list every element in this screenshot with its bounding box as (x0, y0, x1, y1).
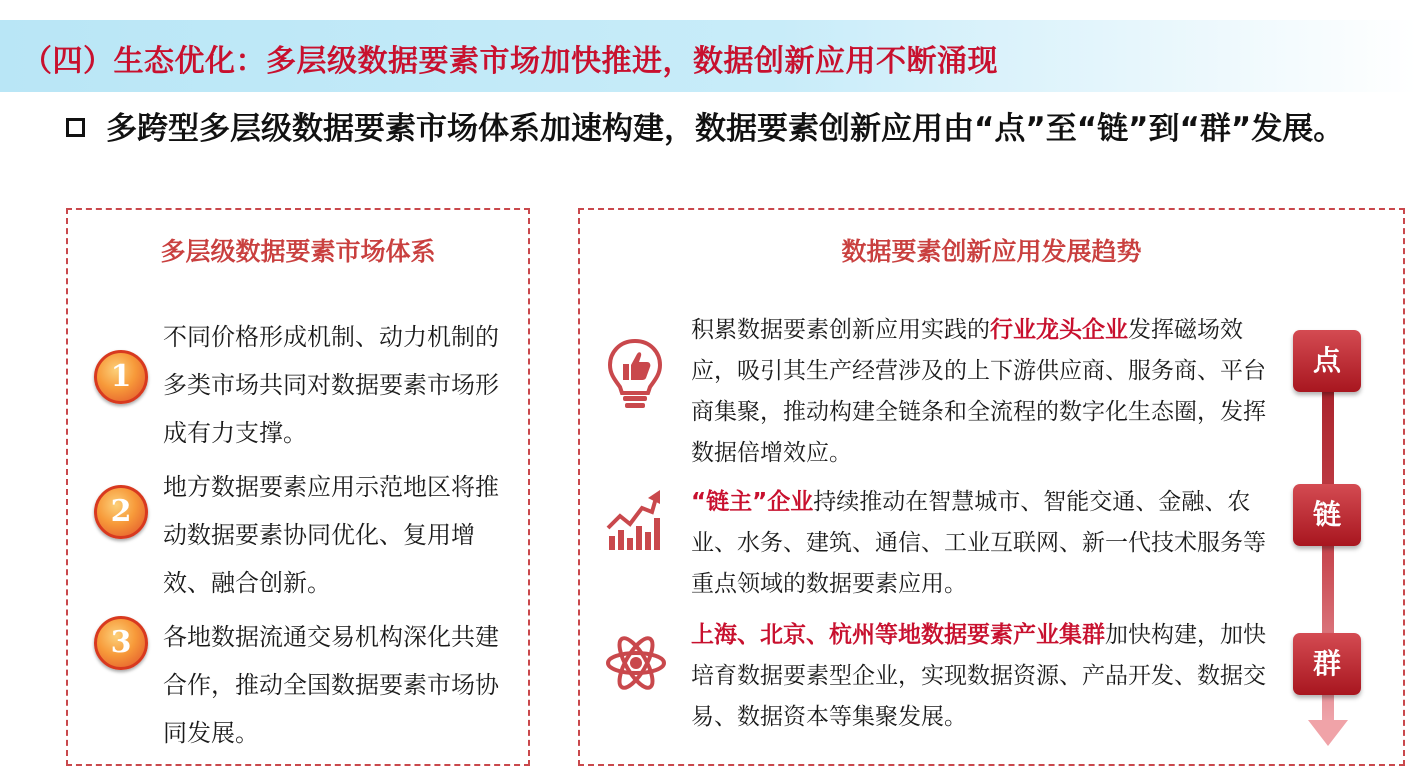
trend-item-point-pre: 积累数据要素创新应用实践的 (691, 317, 990, 343)
market-system-title: 多层级数据要素市场体系 (160, 237, 436, 266)
trend-item-chain-post: 持续推动在智慧城市、智能交通、金融、农业、水务、建筑、通信、工业互联网、新一代技术服务等重点领域的数据要素应用。 (691, 489, 1266, 597)
stage-cluster: 群 (1293, 633, 1361, 695)
atom-icon (604, 630, 668, 696)
stage-point: 点 (1293, 330, 1361, 392)
market-item-1: 不同价格形成机制、动力机制的多类市场共同对数据要素市场形成有力支撑。 (163, 323, 499, 447)
number-badge-3: 3 (94, 616, 148, 670)
lead-text: 多跨型多层级数据要素市场体系加速构建，数据要素创新应用由“点”至“链”到“群”发展。 (106, 111, 1345, 147)
trend-item-cluster-highlight: 上海、北京、杭州等地数据要素产业集群 (691, 622, 1105, 648)
market-system-panel (66, 208, 530, 766)
innovation-trends-panel (578, 208, 1405, 766)
number-badge-2: 2 (94, 485, 148, 539)
market-item-3: 各地数据流通交易机构深化共建合作，推动全国数据要素市场协同发展。 (163, 623, 499, 747)
innovation-trends-title: 数据要素创新应用发展趋势 (841, 237, 1142, 266)
timeline-arrow-icon (1308, 720, 1348, 746)
growth-chart-icon (606, 488, 664, 554)
number-badge-1: 1 (94, 350, 148, 404)
market-item-2: 地方数据要素应用示范地区将推动数据要素协同优化、复用增效、融合创新。 (163, 473, 499, 597)
lightbulb-thumbs-up-icon (606, 338, 664, 412)
page-title: （四）生态优化：多层级数据要素市场加快推进，数据创新应用不断涌现 (22, 44, 998, 79)
stage-chain: 链 (1293, 484, 1361, 546)
trend-item-cluster-post: 加快构建，加快培育数据要素型企业，实现数据资源、产品开发、数据交易、数据资本等集聚发展。 (691, 622, 1266, 730)
trend-item-point (691, 310, 1276, 474)
trend-item-chain-highlight: “链主”企业 (691, 489, 814, 515)
lead-statement (66, 106, 1396, 153)
trend-item-point-highlight: 行业龙头企业 (990, 317, 1128, 343)
trend-item-point-post: 发挥磁场效应，吸引其生产经营涉及的上下游供应商、服务商、平台商集聚，推动构建全链条和全流程的数字化生态圈，发挥数据倍增效应。 (691, 317, 1266, 466)
checkbox-bullet-icon (66, 118, 85, 137)
trend-item-cluster (691, 615, 1276, 738)
trend-item-chain (691, 482, 1276, 605)
